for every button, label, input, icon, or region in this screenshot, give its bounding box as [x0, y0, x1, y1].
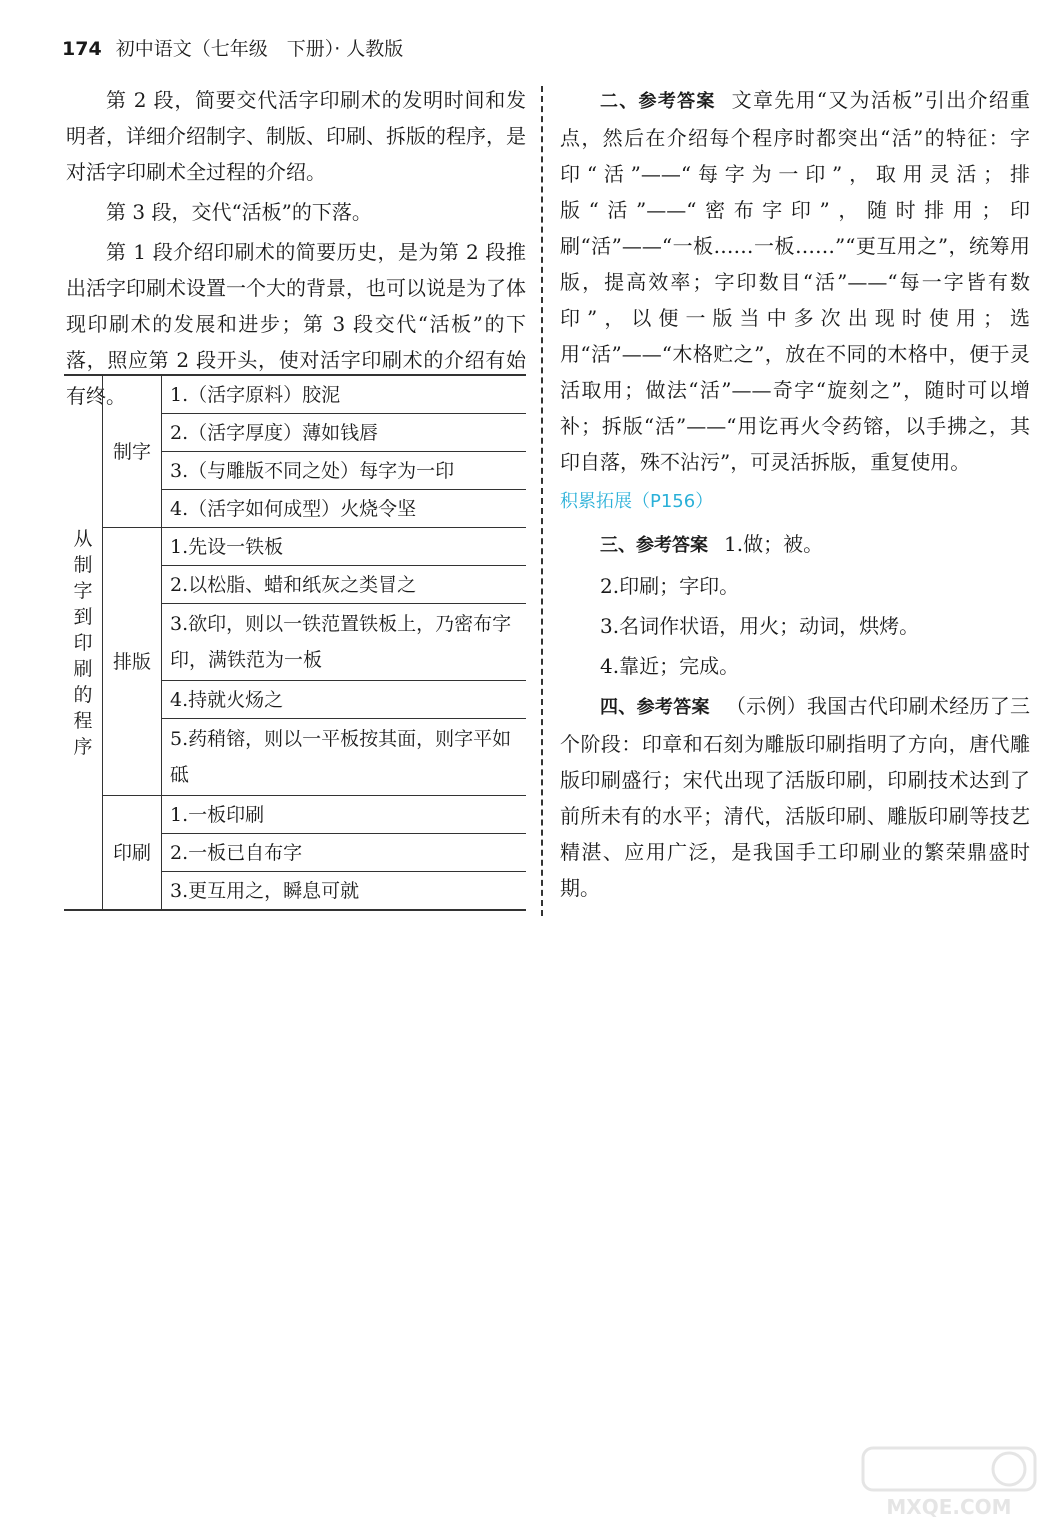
column-divider	[541, 86, 543, 916]
table-row: 2.以松脂、蜡和纸灰之类冒之	[162, 566, 527, 604]
answer-three-label: 三、参考答案	[600, 535, 708, 556]
accumulation-heading: 积累拓展（P156）	[560, 491, 714, 512]
paragraph: 第 3 段，交代“活板”的下落。	[106, 200, 372, 224]
printing-process-table	[64, 374, 526, 911]
watermark-logo	[859, 1442, 1039, 1522]
paragraph: 第 2 段，简要交代活字印刷术的发明时间和发明者，详细介绍制字、制版、印刷、拆版的程序，是对活字印刷术全过程的介绍。	[66, 88, 526, 184]
table-row: 2.一板已自布字	[162, 834, 527, 872]
group-label: 印刷	[103, 796, 162, 911]
table-row: 3.更互用之，瞬息可就	[162, 872, 527, 911]
answer-two	[560, 82, 1030, 480]
watermark-text: MXQE.COM	[886, 1495, 1012, 1519]
answer-three-item: 3.名词作状语，用火；动词，烘烤。	[600, 614, 920, 638]
answer-four	[560, 688, 1030, 906]
paragraph: 第 1 段介绍印刷术的简要历史，是为第 2 段推出活字印刷术设置一个大的背景，也可以说是为了体现印刷术的发展和进步；第 3 段交代“活板”的下落，照应第 2 段开头，使对活字印刷术的介绍有始有终。	[66, 240, 526, 408]
table-root-label: 从制字到印刷的程序	[73, 527, 93, 758]
right-column	[560, 82, 1030, 910]
answer-three-item: 4.靠近；完成。	[600, 654, 740, 678]
table-row: 4.（活字如何成型）火烧令坚	[162, 490, 527, 528]
answer-four-label: 四、参考答案	[600, 697, 710, 718]
answer-four-text: （示例）我国古代印刷术经历了三个阶段：印章和石刻为雕版印刷指明了方向，唐代雕版印刷盛行；宋代出现了活版印刷，印刷技术达到了前所未有的水平；清代，活版印刷、雕版印刷等技艺精湛、应用广泛，是我国手工印刷业的繁荣鼎盛时期。	[560, 694, 1031, 900]
answer-three-item: 1.做；被。	[724, 532, 824, 556]
page-header	[62, 34, 403, 61]
group-label: 制字	[103, 375, 162, 528]
table-row: 1.（活字原料）胶泥	[162, 375, 527, 414]
table-row: 4.持就火炀之	[162, 681, 527, 719]
answer-two-label: 二、参考答案	[600, 91, 716, 112]
book-title: 初中语文（七年级 下册）· 人教版	[115, 38, 404, 60]
table-row: 3.欲印，则以一铁范置铁板上，乃密布字印，满铁范为一板	[162, 604, 527, 681]
table-row: 1.一板印刷	[162, 796, 527, 834]
answer-three	[560, 526, 1030, 564]
group-label: 排版	[103, 528, 162, 796]
table-row: 2.（活字厚度）薄如钱唇	[162, 414, 527, 452]
table-row: 5.药稍镕，则以一平板按其面，则字平如砥	[162, 719, 527, 796]
answer-three-item: 2.印刷；字印。	[600, 574, 740, 598]
table-root-cell	[64, 375, 103, 910]
page-number: 174	[62, 38, 102, 60]
table-row: 3.（与雕版不同之处）每字为一印	[162, 452, 527, 490]
answer-two-text: 文章先用“又为活板”引出介绍重点，然后在介绍每个程序时都突出“活”的特征：字印“活”——“每字为一印”，取用灵活；排版“活”——“密布字印”，随时排用；印刷“活”——“一板……一板……”“更互用之”，统筹用版，提高效率；字印数目“活”——“每一字皆有数印”，以便一版当中多次出现时使用；选用“活”——“木格贮之”，放在不同的木格中，便于灵活取用；做法“活”——奇字“旋刻之”，随时可以增补；拆版“活”——“用讫再火令药镕，以手拂之，其印自落，殊不沾污”，可灵活拆版，重复使用。	[560, 88, 1031, 474]
table-row: 1.先设一铁板	[162, 528, 527, 566]
left-column	[66, 82, 526, 418]
